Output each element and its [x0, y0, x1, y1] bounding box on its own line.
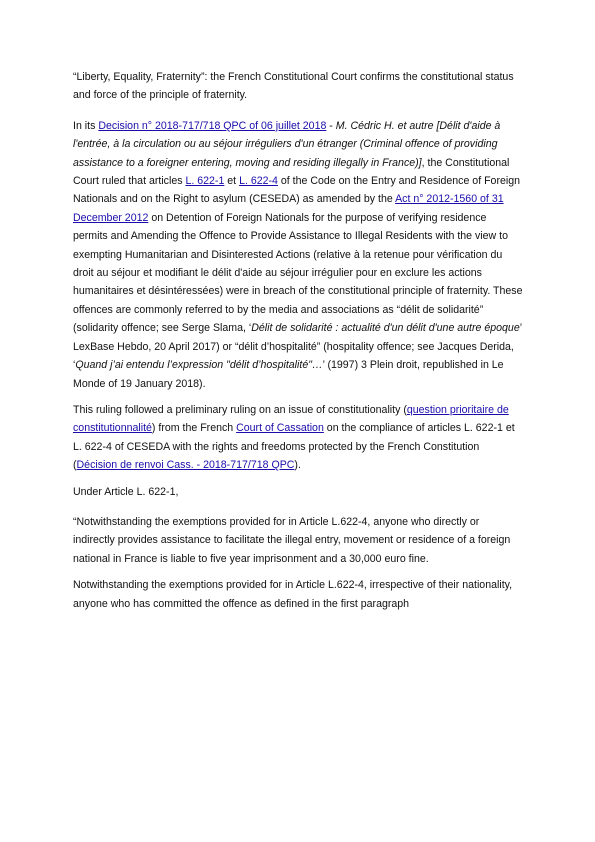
article-l6221-link[interactable]: L. 622-1 — [185, 175, 225, 188]
text: ’ LexBase Hebdo, 20 April 2017) or “délit d’hospitalité” (hospitality offence; see Jacques Derida, ‘ — [73, 322, 522, 372]
paragraph-article-intro: Under Article L. 622-1, — [73, 485, 179, 498]
text: et — [224, 175, 240, 188]
text: ). — [294, 459, 301, 472]
document-page — [73, 68, 523, 621]
qpc-link[interactable]: question prioritaire de constitutionnalité — [73, 403, 509, 435]
court-of-cassation-link[interactable]: Court of Cassation — [236, 422, 324, 435]
paragraph-decision — [73, 117, 523, 393]
renvoi-decision-link[interactable]: Décision de renvoi Cass. - 2018-717/718 QPC — [76, 459, 295, 472]
text: on Detention of Foreign Nationals for the purpose of verifying residence permits and Amending the Offence to Provide Assistance to Illegal Residents with the view to exempting Humanitarian and Disinterested Actions (relative à la retenue pour vérification du droit au séjour et modifiant le délit d'aide au séjour irrégulier pour en exclure les actions humanitaires et désintéressées) were in breach of the constitutional principle of fraternity. These offences are commonly referred to by the media and associations as “délit de solidarité” (solidarity offence; see Serge Slama, ‘ — [73, 211, 523, 335]
text: of the Code on the Entry and Residence of Foreign Nationals and on the Right to asylum (CESEDA) as amended by the — [73, 175, 520, 206]
case-title: M. Cédric H. et autre [Délit d'aide à l'entrée, à la circulation ou au séjour irréguliers d'un étranger (Criminal offence of providing assistance to a foreigner entering, moving and residing illegally in France)] — [73, 119, 501, 169]
text: , the Constitutional Court ruled that articles — [73, 156, 510, 188]
act-link[interactable]: Act n° 2012-1560 of 31 December 2012 — [73, 193, 504, 224]
paragraph-quote-2: Notwithstanding the exemptions provided for in Article L.622-4, irrespective of their nationality, anyone who has committed the offence as defined in the first paragraph — [73, 579, 513, 610]
text: - — [326, 119, 336, 132]
article-l6224-link[interactable]: L. 622-4 — [239, 175, 278, 188]
text: In its — [73, 119, 99, 132]
citation-derida: Quand j’ai entendu l’expression "délit d’hospitalité"… — [75, 359, 323, 372]
text: This ruling followed a preliminary ruling on an issue of constitutionality ( — [73, 403, 407, 416]
text: on the compliance of articles L. 622-1 et L. 622-4 of CESEDA with the rights and freedoms protected by the French Constitution ( — [73, 422, 515, 472]
paragraph-ruling — [73, 401, 523, 475]
paragraph-quote-1: “Notwithstanding the exemptions provided for in Article L.622-4, anyone who directly or indirectly provides assistance to facilitate the illegal entry, movement or residence of a foreign national in France is liable to five year imprisonment and a 30,000 euro fine. — [73, 515, 511, 565]
citation-slama: Délit de solidarité : actualité d'un délit d'une autre époque — [251, 322, 520, 335]
decision-link[interactable]: Decision n° 2018-717/718 QPC of 06 juillet 2018 — [98, 119, 327, 132]
article-heading: “Liberty, Equality, Fraternity”: the French Constitutional Court confirms the constitutional status and force of the principle of fraternity. — [73, 71, 514, 102]
text: ) from the French — [151, 422, 237, 435]
text: ’ (1997) 3 Plein droit, republished in Le Monde of 19 January 2018). — [73, 359, 504, 390]
